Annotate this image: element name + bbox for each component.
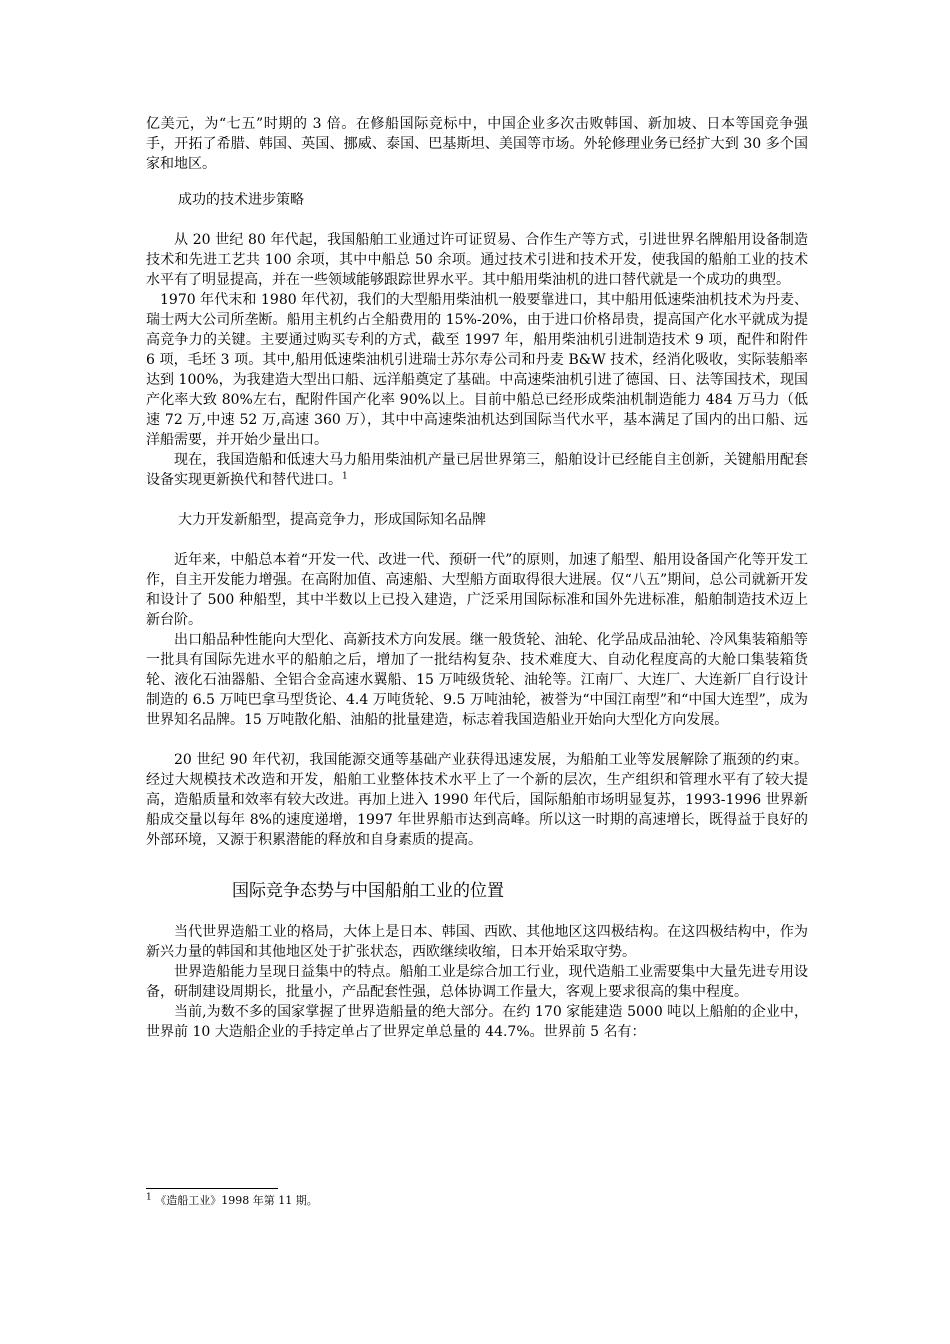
paragraph-4-text: 现在，我国造船和低速大马力船用柴油机产量已居世界第三，船舶设计已经能自主创新，关键船用配套设备实现更新换代和替代进口。: [146, 452, 808, 488]
paragraph-5: 近年来，中船总本着“开发一代、改进一代、预研一代”的原则，加速了船型、船用设备国产化等开发工作，自主开发能力增强。在高附加值、高速船、大型船方面取得很大进展。仅“八五”期间，总公司就新开发和设计了 500 种船型，其中半数以上已投入建造，广泛采用国际标准和国外先进标准，船舶制造技术迈上新台阶。: [146, 552, 808, 628]
paragraph-7: 20 世纪 90 年代初，我国能源交通等基础产业获得迅速发展，为船舶工业等发展解除了瓶颈的约束。经过大规模技术改造和开发，船舶工业整体技术水平上了一个新的层次，生产组织和管理水平有了较大提高，造船质量和效率有较大改进。再加上进入 1990 年代后，国际船舶市场明显复苏，1993-1996 世界新船成交量以每年 8%的速度递增，1997 年世界船市达到高峰。所以这一时期的高速增长，既得益于良好的外部环境，又源于积累潜能的释放和自身素质的提高。: [146, 752, 808, 848]
footnote-text: 《造船工业》1998 年第 11 期。: [151, 1194, 318, 1207]
paragraph-8: 当代世界造船工业的格局，大体上是日本、韩国、西欧、其他地区这四极结构。在这四极结构中，作为新兴力量的韩国和其他地区处于扩张状态，西欧继续收缩，日本开始采取守势。: [146, 924, 808, 960]
footnote-divider: [146, 1188, 278, 1189]
paragraph-9: 世界造船能力呈现日益集中的特点。船舶工业是综合加工行业，现代造船工业需要集中大量先进专用设备，研制建设周期长，批量小，产品配套性强，总体协调工作量大，客观上要求很高的集中程度。: [146, 964, 808, 1000]
paragraph-10: 当前,为数不多的国家掌握了世界造船量的绝大部分。在约 170 家能建造 5000 吨以上船舶的企业中，世界前 10 大造船企业的手持定单占了世界定单总量的 44.7%。世界前 5 名有：: [146, 1004, 808, 1040]
section-heading-international-competition: 国际竞争态势与中国船舶工业的位置: [232, 881, 504, 901]
footnote-mark: 1: [146, 1192, 152, 1203]
section-heading-tech-strategy: 成功的技术进步策略: [178, 192, 304, 208]
paragraph-1: 亿美元，为“七五”时期的 3 倍。在修船国际竞标中，中国企业多次击败韩国、新加坡、日本等国竞争强手，开拓了希腊、韩国、英国、挪威、泰国、巴基斯坦、美国等市场。外轮修理业务已经扩大到 30 多个国家和地区。: [146, 116, 808, 172]
paragraph-6: 出口船品种性能向大型化、高新技术方向发展。继一般货轮、油轮、化学品成品油轮、冷风集装箱船等一批具有国际先进水平的船舶之后，增加了一批结构复杂、技术难度大、自动化程度高的大舱口集装箱货轮、液化石油器船、全铝合金高速水翼船、15 万吨级货轮、油轮等。江南厂、大连厂、大连新厂自行设计制造的 6.5 万吨巴拿马型货论、4.4 万吨货轮、9.5 万吨油轮，被誉为“中国江南型”和“中国大连型”，成为世界知名品牌。15 万吨散化船、油船的批量建造，标志着我国造船业开始向大型化方向发展。: [146, 632, 808, 728]
section-heading-new-ship-types: 大力开发新船型，提高竞争力，形成国际知名品牌: [178, 512, 486, 528]
paragraph-3: 1970 年代末和 1980 年代初，我们的大型船用柴油机一般要靠进口，其中船用低速柴油机技术为丹麦、瑞士两大公司所垄断。船用主机约占全船费用的 15%-20%，由于进口价格昂贵，提高国产化水平就成为提高竞争力的关键。主要通过购买专利的方式，截至 1997 年，船用柴油机引进制造技术 9 项，配件和附件 6 项，毛坯 3 项。其中,船用低速柴油机引进瑞士苏尔寿公司和丹麦 B&W 技术，经消化吸收，实际装船率达到 100%，为我建造大型出口船、远洋船奠定了基础。中高速柴油机引进了德国、日、法等国技术，现国产化率大致 80%左右，配附件国产化率 90%以上。目前中船总已经形成柴油机制造能力 484 万马力（低速 72 万,中速 52 万,高速 360 万），其中中高速柴油机达到国际当代水平，基本满足了国内的出口船、远洋船需要，并开始少量出口。: [146, 292, 808, 448]
paragraph-2: 从 20 世纪 80 年代起，我国船舶工业通过许可证贸易、合作生产等方式，引进世界名牌船用设备制造技术和先进工艺共 100 余项，其中中船总 50 余项。通过技术引进和技术开发，使我国的船舶工业的技术水平有了明显提高，并在一些领域能够跟踪世界水平。其中船用柴油机的进口替代就是一个成功的典型。: [146, 232, 808, 288]
document-body: [146, 114, 808, 1042]
paragraph-4: [146, 450, 808, 490]
footnote-reference: 1: [342, 471, 348, 482]
footnote: [146, 1194, 318, 1208]
